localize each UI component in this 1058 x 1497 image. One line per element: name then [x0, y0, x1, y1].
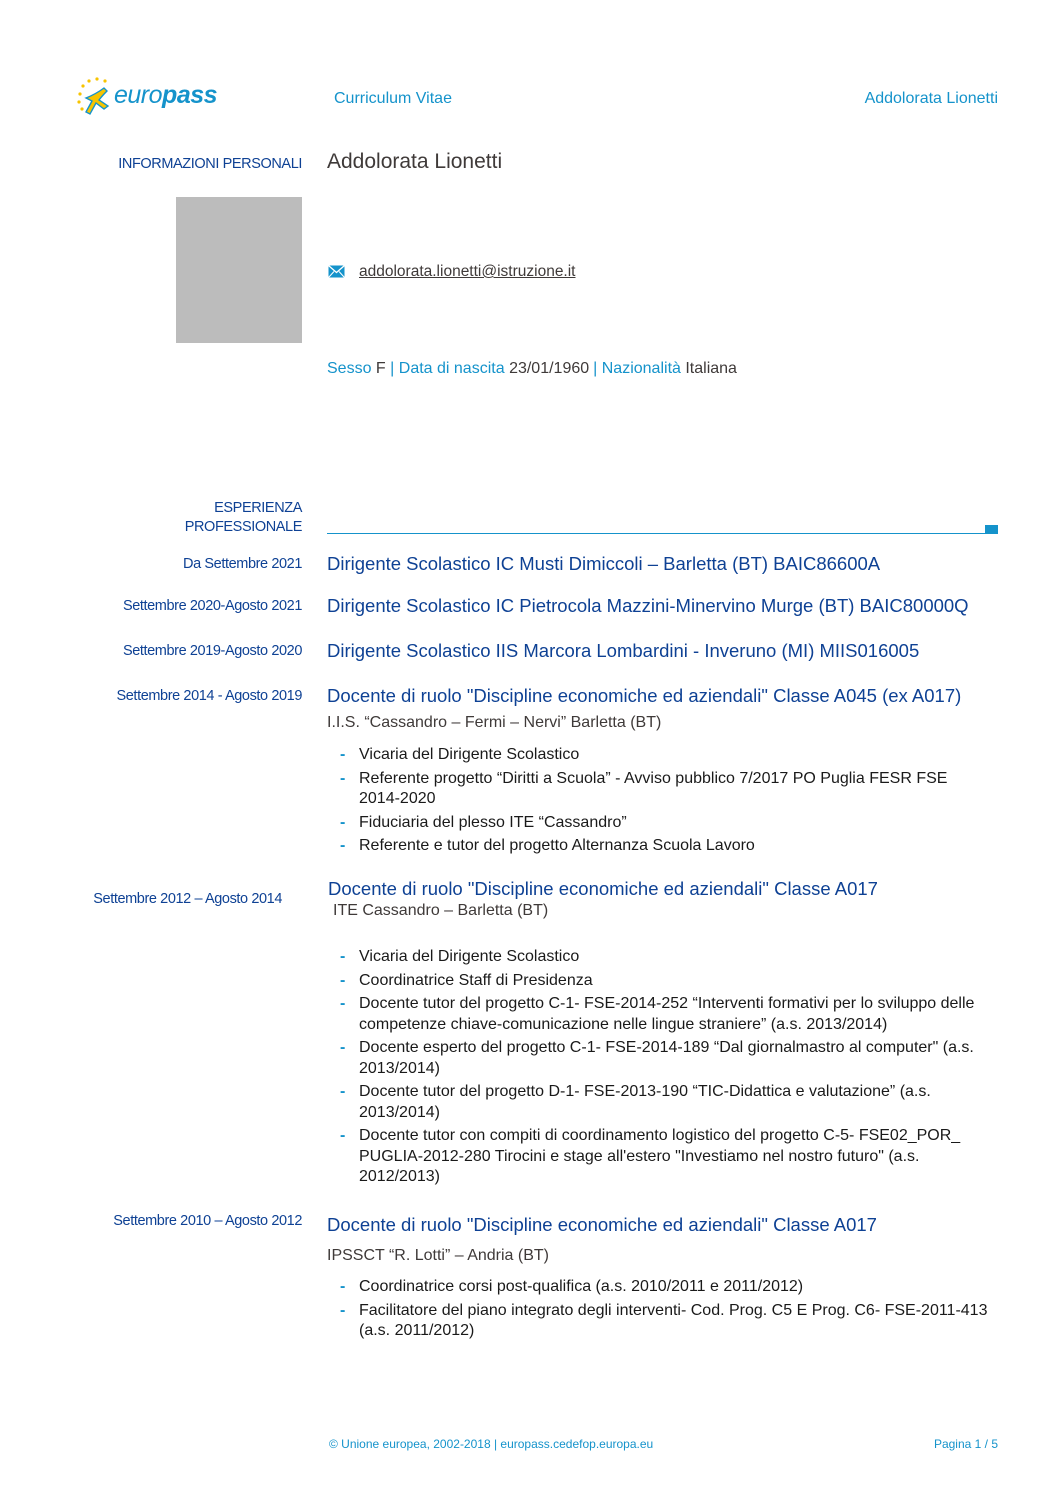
- entry-date: Settembre 2014 - Agosto 2019: [116, 688, 302, 704]
- list-item: - Docente tutor del progetto D-1- FSE-2013-190 “TIC-Didattica e valutazione” (a.s. 2013/2014): [337, 1082, 997, 1123]
- entry-title: Docente di ruolo "Discipline economiche ed aziendali" Classe A017: [327, 1214, 877, 1235]
- email-link[interactable]: addolorata.lionetti@istruzione.it: [359, 263, 576, 280]
- list-item: - Referente progetto “Diritti a Scuola” - Avviso pubblico 7/2017 PO Puglia FESR FSE 2014-2020: [337, 769, 997, 810]
- header-person-name: Addolorata Lionetti: [864, 90, 998, 107]
- list-item: - Referente e tutor del progetto Alternanza Scuola Lavoro: [337, 836, 997, 857]
- section-label-experience: [185, 499, 302, 537]
- list-item: - Coordinatrice Staff di Presidenza: [337, 971, 997, 992]
- list-item: - Docente esperto del progetto C-1- FSE-2014-189 “Dal giornalmastro al computer" (a.s. 2013/2014): [337, 1038, 997, 1079]
- entry-date: Settembre 2019-Agosto 2020: [122, 643, 302, 659]
- entry-title: Docente di ruolo "Discipline economiche ed aziendali" Classe A045 (ex A017): [327, 685, 962, 706]
- entry-title: Dirigente Scolastico IC Pietrocola Mazzini-Minervino Murge (BT) BAIC80000Q: [327, 595, 969, 616]
- entry-title: Dirigente Scolastico IC Musti Dimiccoli – Barletta (BT) BAIC86600A: [327, 553, 881, 574]
- entry-title: Docente di ruolo "Discipline economiche ed aziendali" Classe A017: [328, 878, 878, 899]
- list-item: - Docente tutor del progetto C-1- FSE-2014-252 “Interventi formativi per lo sviluppo delle competenze chiave-comunicazione nelle lingue straniere” (a.s. 2013/2014): [337, 994, 997, 1035]
- list-item: - Fiduciaria del plesso ITE “Cassandro”: [337, 813, 997, 834]
- person-name: Addolorata Lionetti: [327, 150, 503, 173]
- sex-label: Sesso: [327, 360, 372, 377]
- section-label-personal-info: INFORMAZIONI PERSONALI: [118, 156, 302, 172]
- sex-value: F: [375, 360, 386, 377]
- document-title: Curriculum Vitae: [334, 90, 452, 107]
- list-item: - Facilitatore del piano integrato degli interventi- Cod. Prog. C5 E Prog. C6- FSE-2011-413 (a.s. 2011/2012): [337, 1301, 997, 1342]
- list-item: - Vicaria del Dirigente Scolastico: [337, 947, 997, 968]
- separator: |: [593, 360, 598, 377]
- photo-placeholder: [176, 197, 302, 343]
- list-item: - Vicaria del Dirigente Scolastico: [337, 745, 997, 766]
- dob-value: 23/01/1960: [509, 360, 590, 377]
- footer-copyright: © Unione europea, 2002-2018 | europass.cedefop.europa.eu: [329, 1437, 654, 1451]
- entry-duties-list: [337, 947, 997, 1191]
- entry-date: Settembre 2010 – Agosto 2012: [113, 1213, 302, 1229]
- footer-page-number: Pagina 1 / 5: [933, 1437, 998, 1451]
- europass-logo-text: europass: [114, 81, 218, 109]
- entry-date: Da Settembre 2021: [183, 556, 302, 572]
- section-divider-marker: [985, 525, 998, 534]
- entry-organization: ITE Cassandro – Barletta (BT): [333, 902, 549, 919]
- nationality-label: Nazionalità: [601, 360, 681, 377]
- entry-organization: IPSSCT “R. Lotti” – Andria (BT): [327, 1247, 549, 1264]
- section-divider: [327, 533, 987, 534]
- entry-date: Settembre 2020-Agosto 2021: [122, 598, 302, 614]
- section-label-experience-line2: PROFESSIONALE: [184, 519, 302, 535]
- section-label-experience-line1: ESPERIENZA: [214, 500, 302, 516]
- europass-logo: [74, 76, 224, 120]
- entry-duties-list: [337, 745, 997, 860]
- separator: |: [390, 360, 395, 377]
- entry-title: Dirigente Scolastico IIS Marcora Lombardini - Inveruno (MI) MIIS016005: [327, 640, 920, 661]
- entry-duties-list: [337, 1277, 997, 1345]
- list-item: - Docente tutor con compiti di coordinamento logistico del progetto C-5- FSE02_POR_ PUGLIA-2012-280 Tirocini e stage all'estero "Investiamo nel nostro futuro" (a.s. 2012/2013): [337, 1126, 997, 1188]
- entry-organization: I.I.S. “Cassandro – Fermi – Nervi” Barletta (BT): [327, 714, 662, 731]
- personal-details-line: [327, 360, 737, 378]
- entry-date: Settembre 2012 – Agosto 2014: [93, 891, 282, 907]
- list-item: - Coordinatrice corsi post-qualifica (a.s. 2010/2011 e 2011/2012): [337, 1277, 997, 1298]
- dob-label: Data di nascita: [398, 360, 505, 377]
- envelope-icon: [328, 265, 345, 278]
- nationality-value: Italiana: [685, 360, 737, 377]
